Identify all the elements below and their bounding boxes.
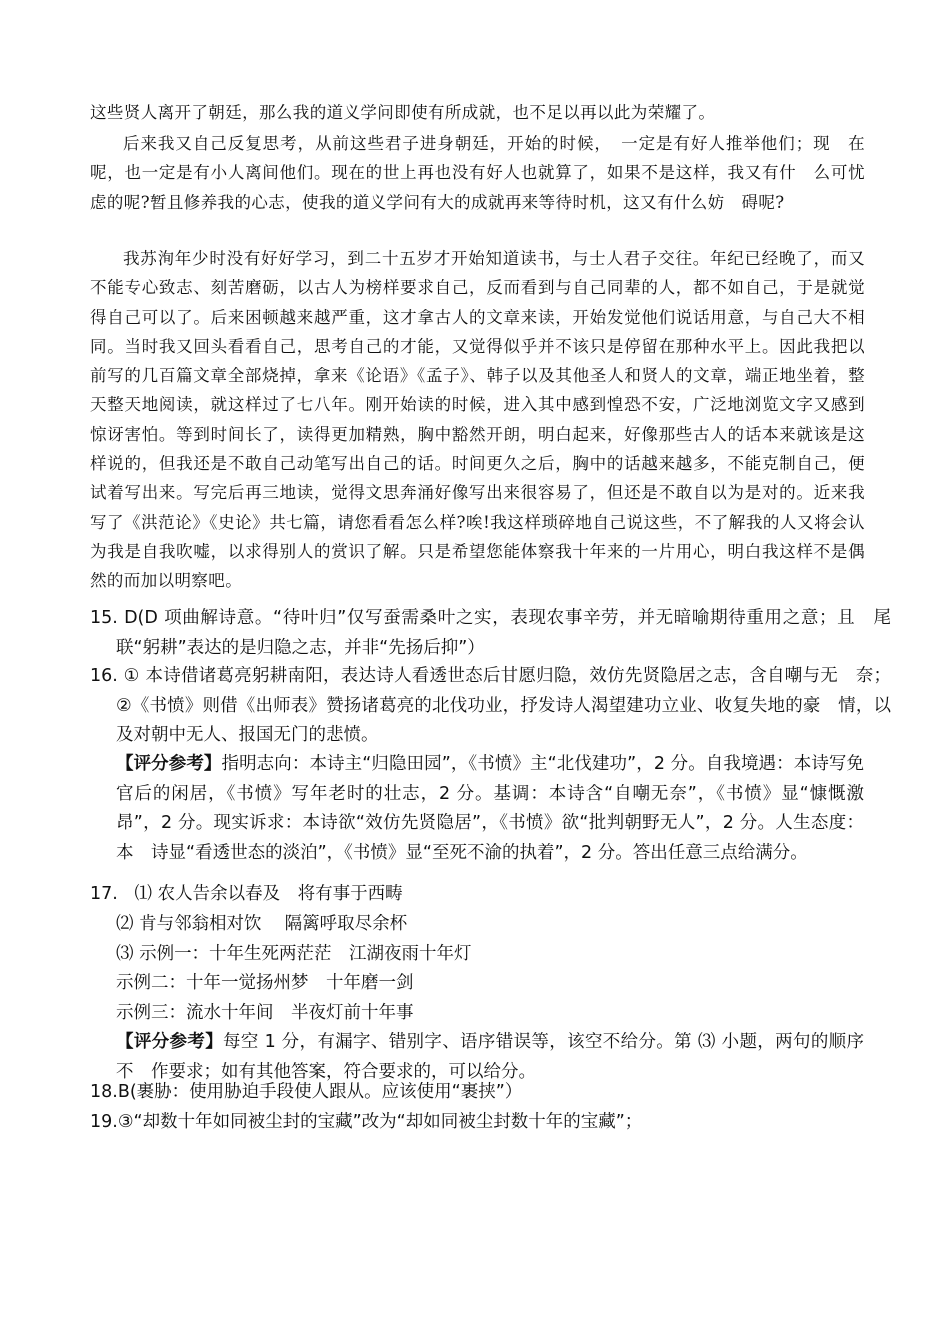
answer-17-line-3: ⑶ 示例一：十年生死两茫茫 江湖夜雨十年灯 [116,943,472,964]
answer-19-text: ③“却数十年如同被尘封的宝藏”改为“却如同被尘封数十年的宝藏”； [117,1112,643,1132]
translation-paragraph-3: 我苏洵年少时没有好好学习，到二十五岁才开始知道读书，与士人君子交往。年纪已经晚了，而又不能专心致志、刻苦磨砺，以古人为榜样要求自己，反而看到与自己同辈的人，都不如自己，于是就觉得自己可以了。后来困顿越来越严重，这才拿古人的文章来读，开始发觉他们说话用意，与自己大不相同。当时我又回头看看自己，思考自己的才能，又觉得似乎并不该只是停留在那种水平上。因此我把以前写的几百篇文章全部烧掉，拿来《论语》《孟子》、韩子以及其他圣人和贤人的文章，端正地坐着，整天整天地阅读，就这样过了七八年。刚开始读的时候，进入其中感到惶恐不安，广泛地浏览文字又感到惊讶害怕。等到时间长了，读得更加精熟，胸中豁然开朗，明白起来，好像那些古人的话本来就该是这样说的，但我还是不敢自己动笔写出自己的话。时间更久之后，胸中的话越来越多，不能克制自己，便试着写出来。写完后再三地读，觉得文思奔涌好像写出来很容易了，但还是不敢自以为是对的。近来我写了《洪范论》《史论》共七篇，请您看看怎么样?唉!我这样琐碎地自己说这些，不了解我的人又将会认为我是自我吹嘘，以求得别人的赏识了解。只是希望您能体察我十年来的一片用心，明白我这样不是偶然的而加以明察吧。 [90,249,865,591]
answer-16 [90,662,891,751]
answer-17-line-5: 示例三：流水十年间 半夜灯前十年事 [116,1002,414,1023]
answer-17-line-2: ⑵ 肯与邻翁相对饮 隔篱呼取尽余杯 [116,914,408,934]
answer-15-text: D(D 项曲解诗意。“待叶归”仅写蚕需桑叶之实，表现农事辛劳，并无暗喻期待重用之意；且 尾联“躬耕”表达的是归隐之志，并非“先扬后抑”） [116,608,891,658]
answer-18-number: 18. [90,1082,118,1102]
answer-16-text: ① 本诗借诸葛亮躬耕南阳，表达诗人看透世态后甘愿归隐，效仿先贤隐居之志，含自嘲与无 奈；②《书愤》则借《出师表》赞扬诸葛亮的北伐功业，抒发诗人渴望建功立业、收复失地的豪 情，以及对朝中无人、报国无门的悲愤。 [116,666,891,745]
answer-16-scoring-text: 指明志向：本诗主“归隐田园”，《书愤》主“北伐建功”，2 分。自我境遇：本诗写免 官后的闲居，《书愤》写年老时的壮志，2 分。基调：本诗含“自嘲无奈”，《书愤》显“慷慨激 昂”，2 分。现实诉求：本诗欲“效仿先贤隐居”，《书愤》欲“批判朝野无人”，2 分。人生态度：本 诗显“看透世态的淡泊”，《书愤》显“至死不渝的执着”，2 分。答出任意三点给满分。 [116,754,882,863]
answer-15-number: 15. [90,608,118,628]
answer-17-lines [116,910,864,1028]
translation-paragraph-2: 后来我又自己反复思考，从前这些君子进身朝廷，开始的时候， 一定是有好人推举他们；现 在呢，也一定是有小人离间他们。现在的世上再也没有好人也就算了，如果不是这样，我又有什 么可忧虑的呢?暂且修养我的心志，使我的道义学问有大的成就再来等待时机，这又有什么妨 碍呢? [90,134,865,212]
answer-17-scoring-label: 【评分参考】 [116,1032,224,1052]
translation-line-first: 这些贤人离开了朝廷，那么我的道义学问即使有所成就，也不足以再以此为荣耀了。 [90,103,716,122]
answer-17-number: 17. [90,884,118,904]
answer-17 [90,880,865,910]
answer-16-scoring [116,750,882,868]
answer-18-text: B(裹胁：使用胁迫手段使人跟从。应该使用“裹挟”） [117,1082,523,1102]
answer-16-number: 16. [90,666,118,686]
answer-16-scoring-label: 【评分参考】 [116,754,222,774]
answer-19-number: 19. [90,1112,118,1132]
answer-17-scoring-text: 每空 1 分，有漏字、错别字、语序错误等，该空不给分。第 ⑶ 小题，两句的顺序不 作要求；如有其他答案，符合要求的，可以给分。 [116,1032,865,1082]
answer-18 [90,1078,865,1108]
answer-17-line-1: ⑴ 农人告余以春及 将有事于西畴 [134,884,403,904]
answer-19 [90,1108,865,1138]
answer-17-line-4: 示例二：十年一觉扬州梦 十年磨一剑 [116,973,414,993]
answer-15 [90,604,891,663]
